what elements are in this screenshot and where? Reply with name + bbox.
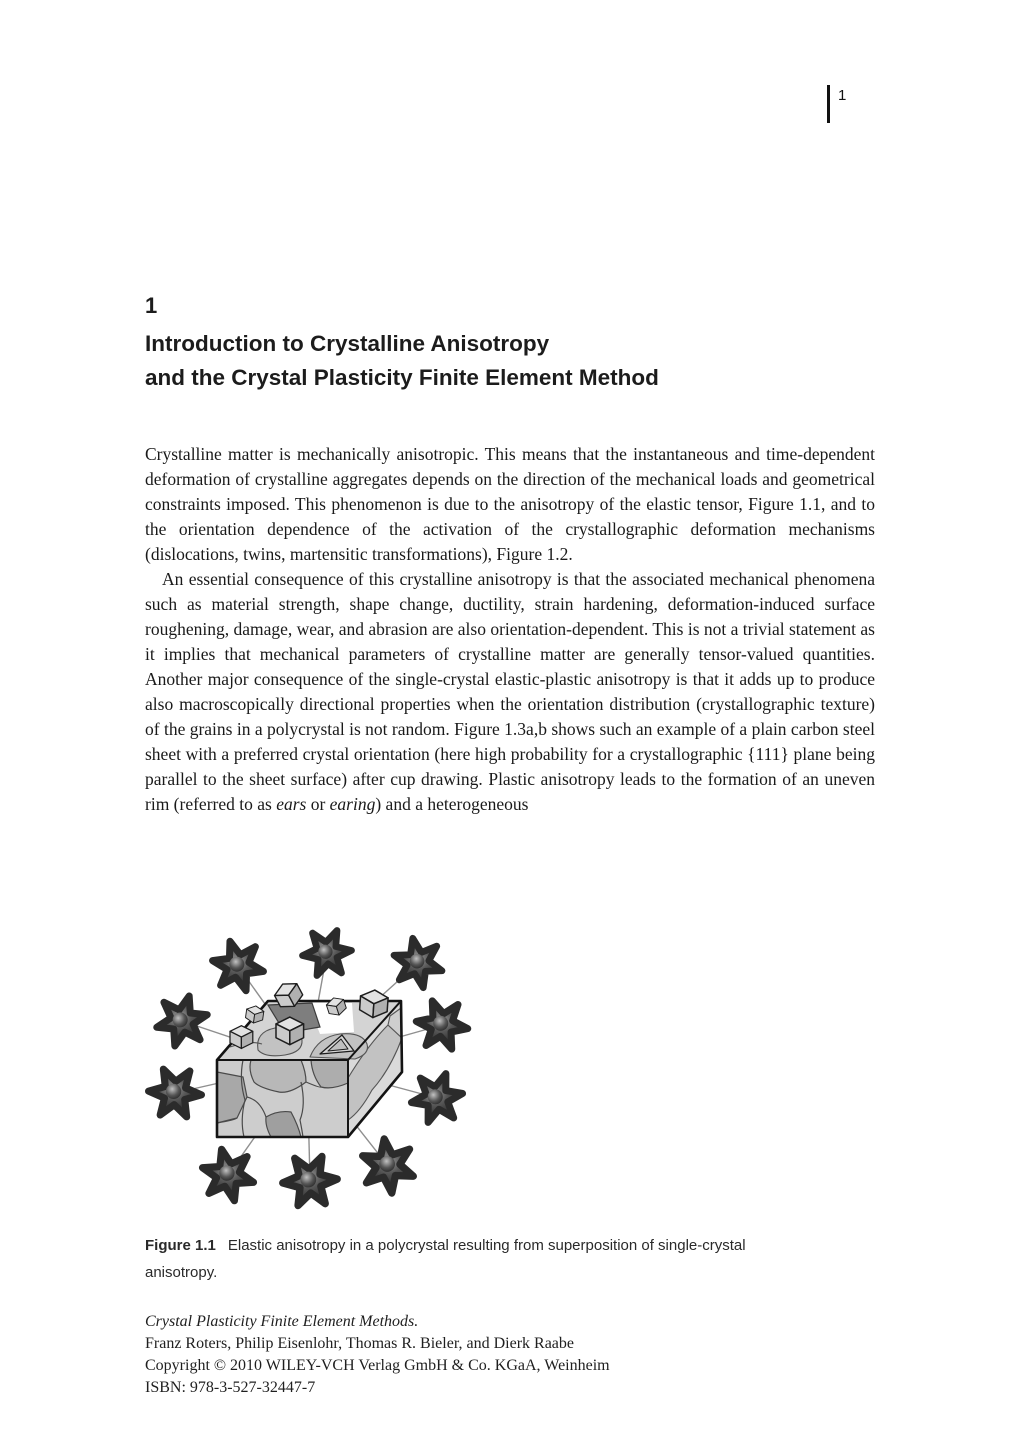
anisotropy-star <box>407 1071 466 1124</box>
polycrystal-figure <box>140 920 480 1220</box>
chapter-heading <box>145 293 885 395</box>
page-number: 1 <box>838 87 847 104</box>
body-text <box>145 442 875 817</box>
page-folio <box>827 85 846 123</box>
anisotropy-star <box>281 1156 339 1207</box>
imprint-isbn: ISBN: 978-3-527-32447-7 <box>145 1379 316 1396</box>
paragraph-2: An essential consequence of this crystalline anisotropy is that the associated mechanical phenomena such as material strength, shape change, ductility, strain hardening, deformation-induced surface roughening, damage, wear, and abrasion are also orientation-dependent. This is not a trivial statement as it implies that mechanical parameters of crystalline matter are generally tensor-valued quantities. Another major consequence of the single-crystal elastic-plastic anisotropy is that it adds up to produce also macroscopically directional properties when the orientation distribution (crystallographic texture) of the grains in a polycrystal is not random. Figure 1.3a,b shows such an example of a plain carbon steel sheet with a preferred crystal orientation (here high probability for a crystallographic {111} plane being parallel to the sheet surface) after cup drawing. Plastic anisotropy leads to the formation of an uneven rim (referred to as ears or earing) and a heterogeneous <box>145 569 875 814</box>
anisotropy-star <box>208 939 268 994</box>
imprint-block <box>145 1311 885 1399</box>
paragraph-1: Crystalline matter is mechanically anisotropic. This means that the instantaneous and time-dependent deformation of crystalline aggregates depends on the direction of the mechanical loads and geometrical constraints imposed. This phenomenon is due to the anisotropy of the elastic tensor, Figure 1.1, and to the orientation dependence of the activation of the crystallographic deformation mechanisms (dislocations, twins, martensitic transformations), Figure 1.2. <box>145 444 875 564</box>
imprint-copyright: Copyright © 2010 WILEY-VCH Verlag GmbH & Co. KGaA, Weinheim <box>145 1357 610 1374</box>
anisotropy-star <box>413 999 471 1051</box>
anisotropy-star <box>151 993 212 1049</box>
paragraph-2-text: An essential consequence of this crystalline anisotropy is that the associated mechanical phenomena such as material strength, shape change, ductility, strain hardening, deformation-induced surface roughening, damage, wear, and abrasion are also orientation-dependent. This is not a trivial statement as it implies that mechanical parameters of crystalline matter are generally tensor-valued quantities. Another major consequence of the single-crystal elastic-plastic anisotropy is that it adds up to produce also macroscopically directional properties when the orientation distribution (crystallographic texture) of the grains in a polycrystal is not random. Figure 1.3a,b shows such an example of a plain carbon steel sheet with a preferred crystal orientation (here high probability for a crystallographic {111} plane being parallel to the sheet surface) after cup drawing. Plastic anisotropy leads to the formation of an uneven rim (referred to as <box>145 569 875 814</box>
imprint-authors: Franz Roters, Philip Eisenlohr, Thomas R. Bieler, and Dierk Raabe <box>145 1335 575 1352</box>
figure-caption-text: Elastic anisotropy in a polycrystal resulting from superposition of single-crystal anisotropy. <box>145 1237 746 1281</box>
anisotropy-star <box>354 1134 422 1198</box>
mini-cube <box>230 1026 253 1049</box>
chapter-number: 1 <box>145 293 158 318</box>
anisotropy-star <box>147 1068 203 1118</box>
figure-label: Figure 1.1 <box>145 1237 216 1254</box>
italic-term-earing: earing <box>329 794 376 814</box>
imprint-book-title: Crystal Plasticity Finite Element Methods. <box>145 1313 419 1330</box>
anisotropy-star <box>300 929 354 977</box>
anisotropy-star <box>196 1146 260 1205</box>
chapter-title-line1: Introduction to Crystalline Anisotropy <box>145 331 550 356</box>
mini-cube <box>276 1017 304 1045</box>
chapter-title-line2: and the Crystal Plasticity Finite Element Method <box>145 365 659 390</box>
figure-elastic-anisotropy <box>140 920 480 1220</box>
figure-caption <box>145 1232 805 1286</box>
chapter-title <box>145 327 885 395</box>
folio-divider-bar <box>827 85 830 123</box>
italic-term-ears: ears <box>276 794 307 814</box>
polycrystal-cube <box>217 978 402 1137</box>
